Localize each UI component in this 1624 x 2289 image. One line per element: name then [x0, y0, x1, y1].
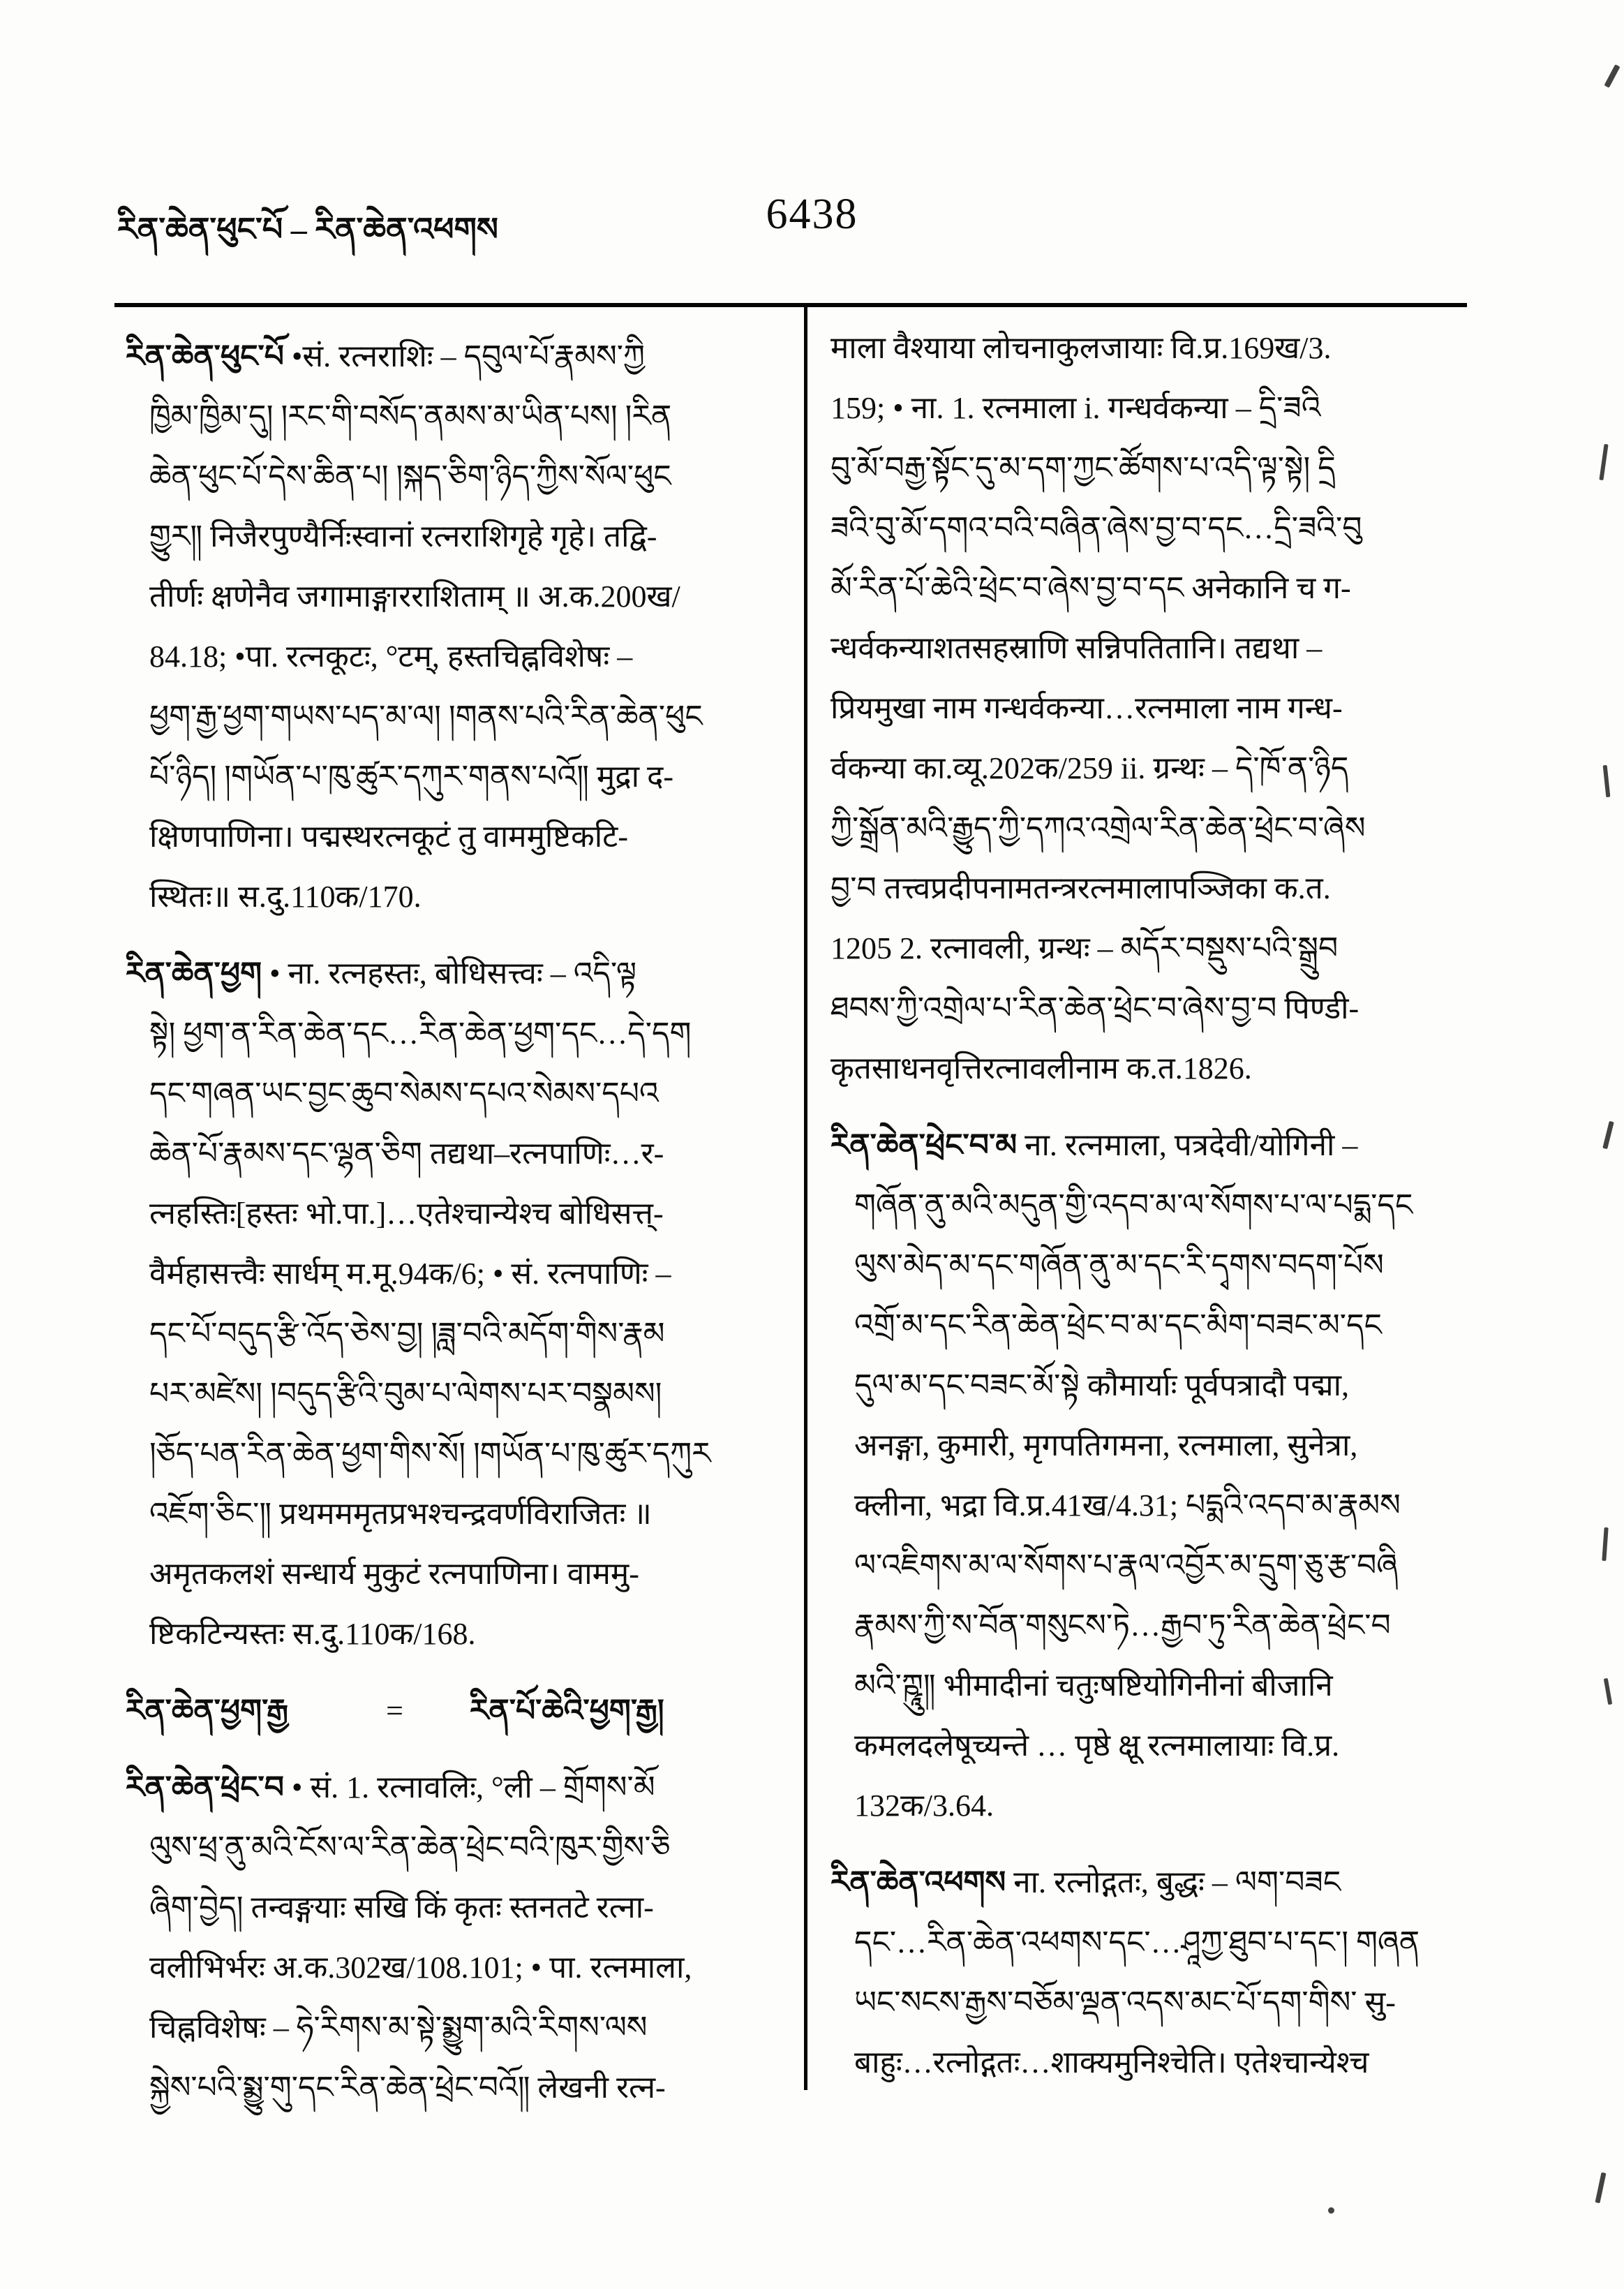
entry-headword: རིན་ཆེན་ཕུང་པོ	[126, 339, 292, 373]
column-divider-rule	[804, 303, 807, 2090]
entry-line: དང་པོ་བདུད་རྩི་འོད་ཅེས་བྱ། །ཟླ་བའི་མདོག་གིས་རྣམ	[149, 1317, 665, 1351]
entry-line: ཆེན་ཕུང་པོ་དེས་ཆིན་པ། །སྐད་ཅིག་ཉིད་ཀྱིས་སོལ་ཕུང	[149, 459, 671, 494]
entry-line: 1205 2. रत्नावली, ग्रन्थः – མདོར་བསྡུས་པའི་སྒྲུབ	[830, 931, 1339, 965]
dictionary-entry	[126, 1681, 793, 1741]
entry-line: རིན་ཆེན་ཕུང་པོ •सं. रत्नराशिः – དབུལ་པོ་རྣམས་ཀྱི	[126, 339, 646, 373]
entry-headword: རིན་ཆེན་ཕྱག	[126, 956, 270, 991]
scan-artifact	[1595, 2172, 1607, 2203]
entry-line: རིན་ཆེན་ཕྱག • ना. रत्नहस्तः, बोधिसत्त्वः – འདི་ལྟ	[126, 956, 637, 991]
scan-artifact	[1602, 1121, 1614, 1150]
entry-line: མའི་ཀྵཱུ༎ भीमादीनां चतुःषष्टियोगिनीनां बीजानि	[854, 1668, 1333, 1703]
entry-line: སྐྱེས་པའི་སྨྱུ་གུ་དང་རིན་ཆེན་ཕྲེང་བའོ༎ लेखनी रत्न-	[149, 2071, 666, 2105]
scan-artifact	[1599, 444, 1608, 480]
dictionary-entry	[126, 944, 793, 1664]
entry-line: 132क/3.64.	[854, 1788, 994, 1823]
entry-line: དུལ་མ་དང་བཟང་མོ་སྟེ कौमार्याः पूर्वपत्रादौ पद्मा,	[854, 1368, 1350, 1402]
entry-line: क्लीना, भद्रा वि.प्र.41ख/4.31; པདྨའི་འདབ་མ་རྣམས	[854, 1488, 1401, 1523]
entry-line: वैर्महासत्त्वैः सार्धम् म.मू.94क/6; • सं. रत्नपाणिः –	[149, 1257, 671, 1291]
entry-line: बाहुः…रत्नोद्गतः…शाक्यमुनिश्चेति। एतेश्चान्येश्च	[854, 2045, 1369, 2080]
entry-headword: རིན་ཆེན་ཕྲེང་བ་མ	[830, 1128, 1025, 1162]
entry-line: པོ་ཉིད། །གཡོན་པ་ཁུ་ཚུར་དཀུར་གནས་པའོ༎ मुद्रा द-	[149, 760, 673, 794]
entry-line: འགྲོ་མ་དང་རིན་ཆེན་ཕྲེང་བ་མ་དང་མིག་བཟང་མ་དང	[854, 1308, 1382, 1342]
entry-line: རྣམས་ཀྱི་ས་བོན་གསུངས་ཏེ…རྒྱབ་ཏུ་རིན་ཆེན་ཕྲེང་བ	[854, 1608, 1391, 1643]
entry-line: क्षिणपाणिना। पद्मस्थरत्नकूटं तु वाममुष्टिकटि-	[149, 820, 629, 854]
entry-line: 84.18; •पा. रत्नकूटः, °टम्, हस्तचिह्नविशेषः –	[149, 639, 633, 674]
entry-line: རིན་ཆེན་ཕྲེང་བ • सं. 1. रत्नावलिः, °ली – གྲོགས་མོ	[126, 1770, 655, 1805]
entry-line: स्थितः॥ स.दु.110क/170.	[149, 880, 422, 914]
scan-artifact	[1603, 765, 1611, 797]
entry-line: ष्टिकटिन्यस्तः स.दु.110क/168.	[149, 1617, 476, 1651]
dictionary-entry	[830, 1853, 1480, 2093]
dictionary-entry	[126, 327, 793, 927]
entry-line: བུ་མོ་བརྒྱ་སྟོང་དུ་མ་དག་ཀྱང་ཚོགས་པ་འདི་ལྟ་སྟེ། དྲི	[830, 451, 1336, 485]
dictionary-entry	[830, 1116, 1480, 1836]
page-number: 6438	[766, 191, 858, 238]
left-column	[126, 327, 793, 2131]
right-column	[830, 318, 1480, 2133]
entry-line: ཐབས་ཀྱི་འགྲེལ་པ་རིན་ཆེན་ཕྲེང་བ་ཞེས་བྱ་བ पिण्डी-	[830, 991, 1359, 1025]
entry-line: ལ་འཇིགས་མ་ལ་སོགས་པ་རྣལ་འབྱོར་མ་དྲུག་ཅུ་རྩ་བཞི	[854, 1548, 1399, 1583]
header-rule	[114, 303, 1467, 307]
entry-line: དང་གཞན་ཡང་བྱང་ཆུབ་སེམས་དཔའ་སེམས་དཔའ	[149, 1076, 659, 1111]
entry-headword: རིན་ཆེན་ཕྲེང་བ	[126, 1770, 292, 1805]
entry-headword: རིན་ཆེན་ཕྱག་རྒྱ	[126, 1694, 289, 1728]
entry-line: དང་…རིན་ཆེན་འཕགས་དང་…ཤཱཀྱ་ཐུབ་པ་དང་། གཞན	[854, 1925, 1420, 1960]
entry-line: ཁྱིམ་ཁྱིམ་དུ། །རང་གི་བསོད་ནམས་མ་ཡིན་པས། །རིན	[149, 399, 672, 434]
scan-artifact	[1604, 1678, 1613, 1705]
entry-line: ཞིག་བྱེད། तन्वङ्गयाः सखि किं कृतः स्तनतटे रत्ना-	[149, 1890, 654, 1925]
entry-line: त्नहस्तिः[हस्तः भो.पा.]…एतेश्चान्येश्च बोधिसत्त्-	[149, 1197, 664, 1231]
entry-line: །ཅོད་པན་རིན་ཆེན་ཕྱག་གིས་སོ། །གཡོན་པ་ཁུ་ཚུར་དཀུར	[149, 1437, 711, 1471]
running-head-tibetan: རིན་ཆེན་ཕུང་པོ – རིན་ཆེན་འཕགས	[117, 212, 498, 247]
scan-artifact	[1328, 2207, 1334, 2214]
entry-line: अनङ्गा, कुमारी, मृगपतिगमना, रत्नमाला, सुनेत्रा,	[854, 1428, 1358, 1462]
entry-line: ཕྱག་རྒྱ་ཕྱག་གཡས་པད་མ་ལ། །གནས་པའི་རིན་ཆེན་ཕུང	[149, 699, 703, 734]
equals-sign: =	[386, 1694, 403, 1728]
entry-line: प्रियमुखा नाम गन्धर्वकन्या…रत्नमाला नाम गन्ध-	[830, 691, 1343, 725]
scan-artifact	[1604, 64, 1620, 88]
entry-line: अमृतकलशं सन्धार्य मुकुटं रत्नपाणिना। वाममु-	[149, 1557, 639, 1591]
scan-artifact	[1602, 1527, 1608, 1561]
entry-line: तीर्णः क्षणेनैव जगामाङ्गारराशिताम् ॥ अ.क.200ख/	[149, 579, 680, 614]
entry-line: འཇོག་ཅིང་༎ प्रथमममृतप्रभश्चन्द्रवर्णविराजितः ॥	[149, 1497, 652, 1531]
entry-line: कृतसाधनवृत्तिरत्नावलीनाम क.त.1826.	[830, 1051, 1252, 1086]
entry-line: རིན་ཆེན་འཕགས ना. रत्नोद्गतः, बुद्धः – ལག་བཟང	[830, 1865, 1341, 1899]
entry-line: བྱ་བ तत्त्वप्रदीपनामतन्त्ररत्नमालापञ्जिका क.त.	[830, 871, 1331, 905]
entry-line: चिह्नविशेषः – ཧེ་རིགས་མ་སྟེ་སྨྱུག་མའི་རིགས་ལས	[149, 2010, 648, 2045]
entry-line: གཞོན་ནུ་མའི་མདུན་གྱི་འདབ་མ་ལ་སོགས་པ་ལ་པདྨ་དང	[854, 1188, 1413, 1222]
entry-line: པར་མཛེས། །བདུད་རྩིའི་བུམ་པ་ལེགས་པར་བསྣམས།	[149, 1377, 662, 1411]
entry-line: ཟའི་བུ་མོ་དགའ་བའི་བཞིན་ཞེས་བྱ་བ་དང…དྲི་ཟའི་བུ	[830, 511, 1362, 545]
cross-reference: རིན་པོ་ཆེའི་ཕྱག་རྒྱ།	[469, 1694, 664, 1728]
entry-line: वलीभिर्भरः अ.क.302ख/108.101; • पा. रत्नमाला,	[149, 1950, 692, 1985]
dictionary-entry	[126, 1758, 793, 2118]
entry-line: 159; • ना. 1. रत्नमाला i. गन्धर्वकन्या – དྲི་ཟའི	[830, 391, 1321, 425]
entry-line: མོ་རིན་པོ་ཆེའི་ཕྲེང་བ་ཞེས་བྱ་བ་དང अनेकानि च ग-	[830, 571, 1351, 605]
entry-headword: རིན་ཆེན་འཕགས	[830, 1865, 1014, 1899]
entry-line: ཡང་སངས་རྒྱས་བཅོམ་ལྡན་འདས་མང་པོ་དག་གིས་ सु-	[854, 1985, 1396, 2020]
entry-line: ཀྱི་སྒྲོན་མའི་རྒྱུད་ཀྱི་དཀའ་འགྲེལ་རིན་ཆེན་ཕྲེང་བ་ཞེས	[830, 811, 1366, 845]
entry-line: རིན་ཆེན་ཕྲེང་བ་མ ना. रत्नमाला, पत्रदेवी/योगिनी –	[830, 1128, 1358, 1162]
entry-line: न्धर्वकन्याशतसहस्राणि सन्निपतितानि। तद्यथा –	[830, 631, 1323, 665]
entry-line: ལུས་མེད་མ་དང་གཞོན་ནུ་མ་དང་རི་དྭགས་བདག་པོས	[854, 1248, 1384, 1282]
entry-line: ལུས་ཕྲ་ནུ་མའི་ངོས་ལ་རིན་ཆེན་ཕྲེང་བའི་ཁུར་གྱིས་ཅི	[149, 1830, 671, 1865]
entry-line: कमलदलेषूच्यन्ते … पृष्ठे क्षू रत्नमालायाः वि.प्र.	[854, 1728, 1340, 1763]
entry-line: ཆེན་པོ་རྣམས་དང་ལྷན་ཅིག तद्यथा–रत्नपाणिः…र-	[149, 1136, 664, 1171]
entry-line: र्वकन्या का.व्यू.202क/259 ii. ग्रन्थः – དེ་ཁོ་ན་ཉིད	[830, 751, 1349, 785]
entry-line: སྟེ། ཕྱག་ན་རིན་ཆེན་དང…རིན་ཆེན་ཕྱག་དང…དེ་དག	[149, 1016, 692, 1051]
entry-line: གྱུར༎ निजैरपुण्यैर्निःस्वानां रत्नराशिगृहे गृहे। तद्वि-	[149, 519, 657, 554]
entry-line: माला वैश्याया लोचनाकुलजायाः वि.प्र.169ख/3.	[830, 331, 1332, 365]
continuation-block	[830, 318, 1480, 1099]
